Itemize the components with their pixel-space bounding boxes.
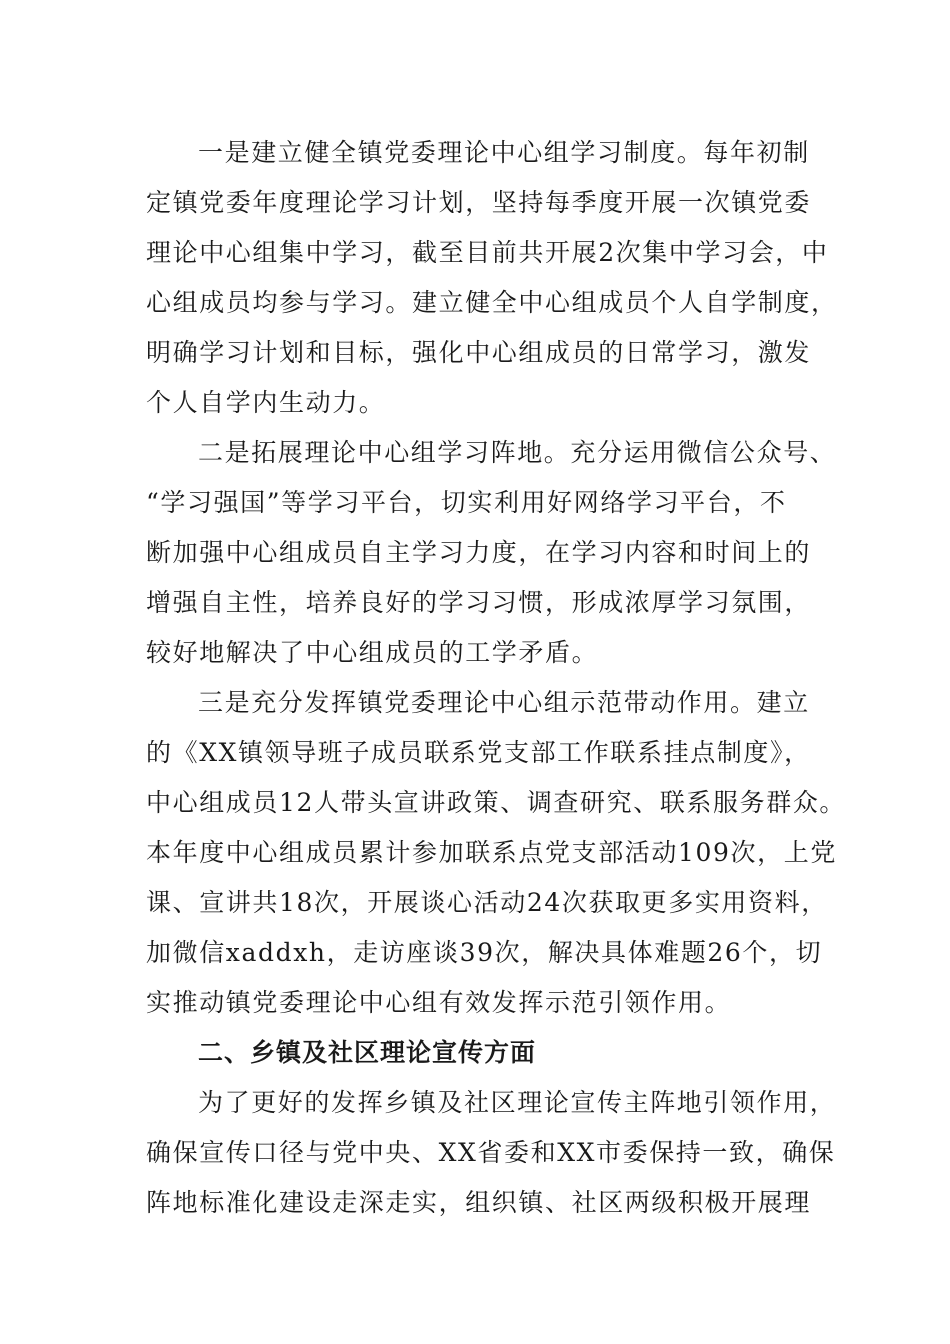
- text-line: 课、宣讲共18次，开展谈心活动24次获取更多实用资料，: [146, 888, 828, 917]
- text-line: 一是建立健全镇党委理论中心组学习制度。每年初制: [198, 138, 810, 167]
- text-line: 实推动镇党委理论中心组有效发挥示范引领作用。: [146, 988, 732, 1017]
- text-line: 确保宣传口径与党中央、XX省委和XX市委保持一致，确保: [146, 1138, 836, 1167]
- text-line: 为了更好的发挥乡镇及社区理论宣传主阵地引领作用，: [198, 1088, 837, 1117]
- text-line: 加微信xaddxh，走访座谈39次，解决具体难题26个，切: [146, 938, 823, 967]
- text-line: 明确学习计划和目标，强化中心组成员的日常学习，激发: [146, 338, 812, 367]
- text-line: 三是充分发挥镇党委理论中心组示范带动作用。建立: [198, 688, 810, 717]
- text-line: 断加强中心组成员自主学习力度，在学习内容和时间上的: [146, 538, 812, 567]
- text-line: 较好地解决了中心组成员的工学矛盾。: [146, 638, 599, 667]
- text-line: 阵地标准化建设走深走实，组织镇、社区两级积极开展理: [146, 1188, 812, 1217]
- text-line: 中心组成员12人带头宣讲政策、调查研究、联系服务群众。: [146, 788, 847, 817]
- text-line: 心组成员均参与学习。建立健全中心组成员个人自学制度，: [146, 288, 838, 317]
- text-line: 的《XX镇领导班子成员联系党支部工作联系挂点制度》，: [146, 738, 811, 767]
- text-line: 二是拓展理论中心组学习阵地。充分运用微信公众号、: [198, 438, 837, 467]
- section-heading: 二、乡镇及社区理论宣传方面: [198, 1038, 537, 1067]
- text-line: 个人自学内生动力。: [146, 388, 386, 417]
- text-line: 增强自主性，培养良好的学习习惯，形成浓厚学习氛围，: [146, 588, 812, 617]
- text-line: 本年度中心组成员累计参加联系点党支部活动109次，上党: [146, 838, 837, 867]
- text-line: 定镇党委年度理论学习计划，坚持每季度开展一次镇党委: [146, 188, 812, 217]
- text-line: “学习强国”等学习平台，切实利用好网络学习平台，不: [146, 488, 787, 517]
- text-line: 理论中心组集中学习，截至目前共开展2次集中学习会，中: [146, 238, 829, 267]
